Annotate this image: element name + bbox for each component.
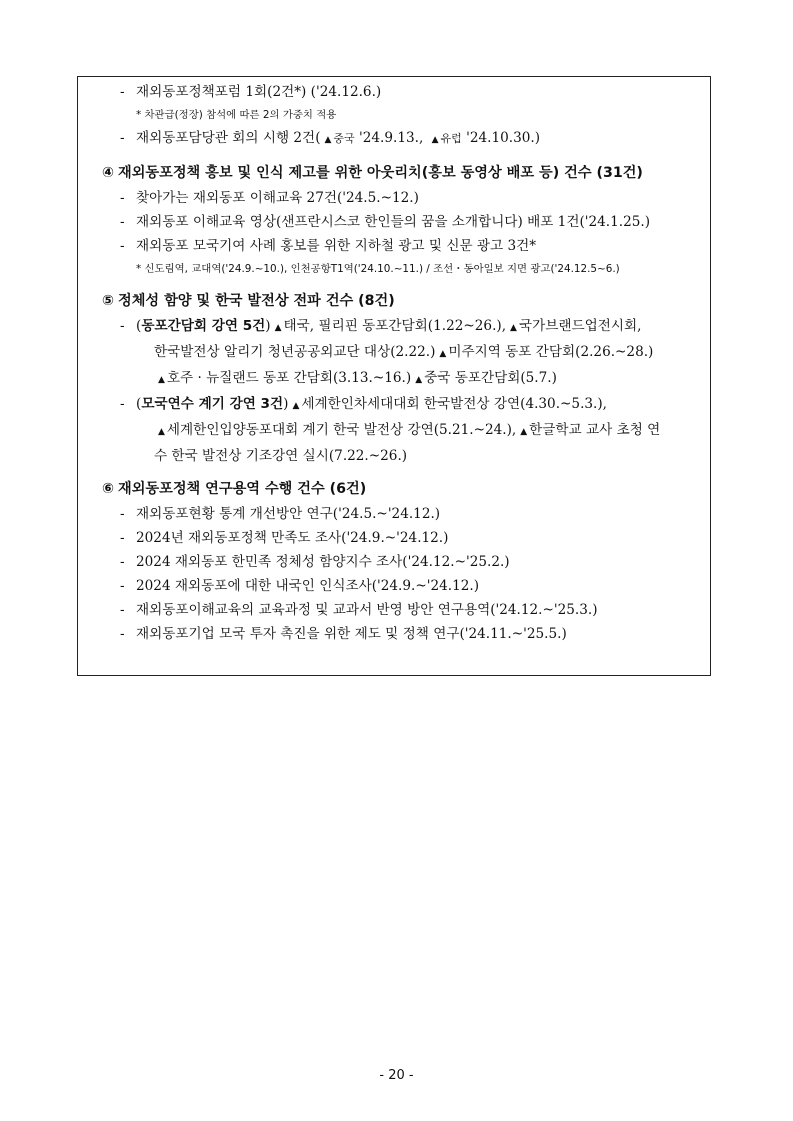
triangle-bullet-icon: ▲: [439, 349, 447, 359]
list-item: - 재외동포 모국기여 사례 홍보를 위한 지하철 광고 및 신문 광고 3건*: [120, 238, 537, 254]
content-box: [77, 76, 711, 676]
footnote: * 차관급(정장) 참석에 따른 2의 가중치 적용: [136, 109, 337, 121]
triangle-bullet-icon: ▲: [158, 427, 165, 437]
section-heading-6: ⑥ 재외동포정책 연구용역 수행 건수 (6건): [102, 481, 367, 497]
list-item: - 재외동포이해교육의 교육과정 및 교과서 반영 방안 연구용역('24.12.~'25.3.): [120, 602, 598, 618]
list-item: - 재외동포 이해교육 영상(샌프란시스코 한인들의 꿈을 소개합니다) 배포 1건('24.1.25.): [120, 214, 650, 230]
list-item-continuation: ▲ 호주 · 뉴질랜드 동포 간담회(3.13.~16.) ▲ 중국 동포간담회(5.7.): [158, 370, 557, 386]
section-heading-5: ⑤ 정체성 함양 및 한국 발전상 전파 건수 (8건): [102, 293, 395, 309]
list-item: - (동포간담회 강연 5건) ▲ 태국, 필리핀 동포간담회(1.22~26.), ▲ 국가브랜드업전시회,: [120, 318, 642, 334]
list-item: - 2024 재외동포에 대한 내국인 인식조사('24.9.~'24.12.): [120, 578, 480, 594]
list-item-continuation: 수 한국 발전상 기조강연 실시(7.22.~26.): [154, 448, 408, 464]
triangle-bullet-icon: ▲: [520, 427, 528, 437]
triangle-bullet-icon: ▲: [510, 323, 517, 333]
triangle-bullet-icon: ▲: [274, 323, 282, 333]
list-item: - 재외동포현황 통계 개선방안 연구('24.5.~'24.12.): [120, 506, 441, 522]
triangle-bullet-icon: ▲: [415, 375, 423, 385]
list-item: - 2024년 재외동포정책 만족도 조사('24.9.~'24.12.): [120, 530, 449, 546]
triangle-bullet-icon: ▲: [292, 401, 300, 411]
list-item: - 재외동포정책포럼 1회(2건*) ('24.12.6.): [120, 84, 382, 100]
triangle-bullet-icon: ▲: [324, 135, 332, 145]
list-item-continuation: 한국발전상 알리기 청년공공외교단 대상(2.22.) ▲ 미주지역 동포 간담회(2.26.~28.): [154, 344, 654, 360]
triangle-bullet-icon: ▲: [431, 135, 439, 145]
section-heading-4: ④ 재외동포정책 홍보 및 인식 제고를 위한 아웃리치(홍보 동영상 배포 등) 건수 (31건): [102, 165, 643, 181]
list-item: - 2024 재외동포 한민족 정체성 함양지수 조사('24.12.~'25.2.): [120, 554, 510, 570]
list-item: - 찾아가는 재외동포 이해교육 27건('24.5.~12.): [120, 190, 419, 206]
footnote: * 신도림역, 교대역('24.9.~10.), 인천공항T1역('24.10.~11.) / 조선・동아일보 지면 광고('24.12.5~6.): [136, 263, 620, 275]
list-item: - 재외동포기업 모국 투자 촉진을 위한 제도 및 정책 연구('24.11.~'25.5.): [120, 626, 567, 642]
triangle-bullet-icon: ▲: [158, 375, 165, 385]
list-item-continuation: ▲ 세계한인입양동포대회 계기 한국 발전상 강연(5.21.~24.), ▲ 한글학교 교사 초청 연: [158, 422, 661, 438]
page-number: - 20 -: [379, 1068, 414, 1083]
list-item: - (모국연수 계기 강연 3건) ▲ 세계한인차세대대회 한국발전상 강연(4.30.~5.3.),: [120, 396, 607, 412]
list-item: - 재외동포담당관 회의 시행 2건( ▲ 중국 '24.9.13., ▲ 유럽 '24.10.30.): [120, 130, 541, 146]
